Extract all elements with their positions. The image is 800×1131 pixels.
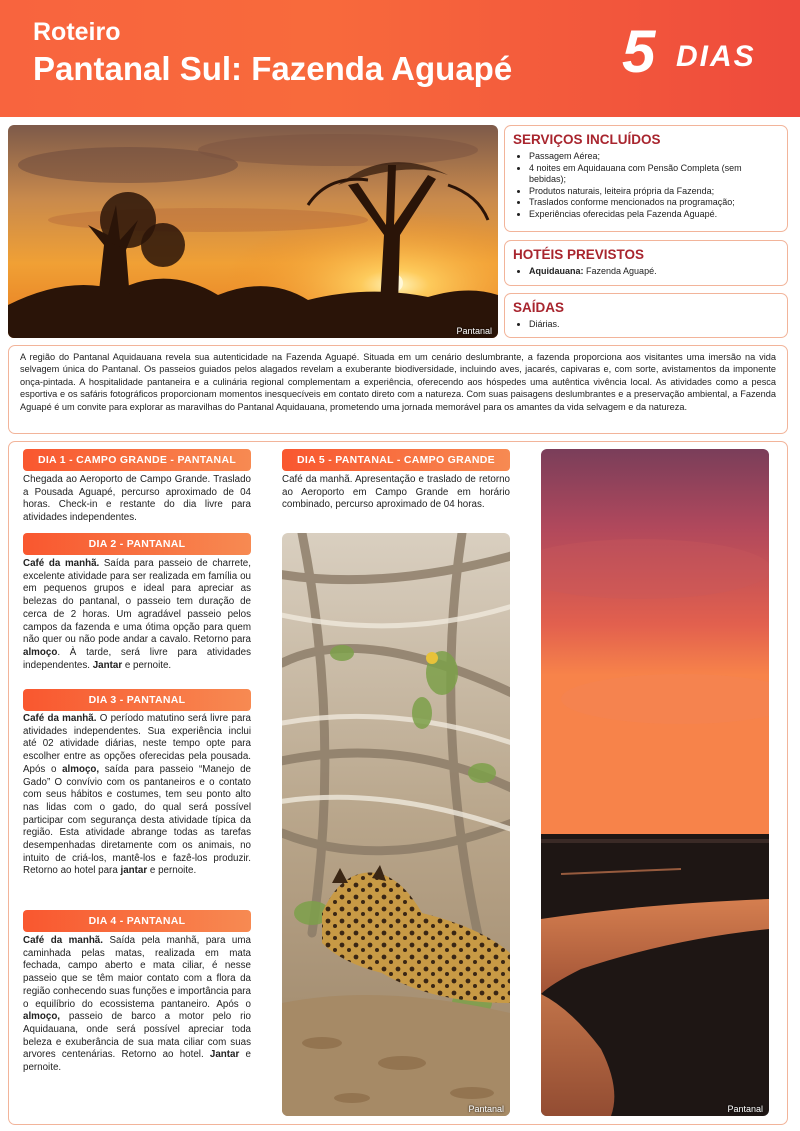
departures-title: SAÍDAS — [513, 300, 565, 315]
bold-text: Café da manhã. — [23, 713, 97, 724]
days-number: 5 — [622, 18, 656, 85]
body-text: saída para passeio “Manejo de Gado” O convívio com os pantaneiros e o contato com seus hábitos e costumes, tem seu ponto alto nas lidas com o gado, do qual será possível participar com segurança desta atividade típica da região. Esta atividade abrange todas as tarefas desempenhadas diretamente com os animais, no intuito de criá-los, mantê-los e fazê-los produzir. Retorno ao hotel para — [23, 763, 251, 877]
river-illustration — [541, 449, 769, 1116]
day-5-text: Café da manhã. Apresentação e traslado de retorno ao Aeroporto em Campo Grande em horário combinado, percurso aproximado de 04 horas. — [282, 474, 510, 511]
list-item: • Produtos naturais, leiteira própria da Fazenda; — [529, 186, 779, 198]
day-1-title: DIA 1 - CAMPO GRANDE - PANTANAL — [23, 449, 251, 471]
sunset-illustration — [8, 125, 498, 338]
list-item: • 4 noites em Aquidauana com Pensão Completa (sem bebidas); — [529, 163, 779, 186]
body-text: e pernoite. — [23, 1049, 251, 1074]
body-text: passeio de barco a motor pelo rio Aquidauana, onde será possível apreciar toda beleza e exuberância de sua mata ciliar com suas arvores centenárias. Retorno ao hotel. — [23, 1011, 251, 1061]
bold-text: Café da manhã. — [23, 935, 103, 946]
hotel-name: Fazenda Aguapé. — [583, 266, 657, 276]
departures-list — [513, 319, 779, 331]
bold-text: Jantar — [92, 659, 123, 671]
sunset-photo — [8, 125, 498, 338]
header-banner — [0, 0, 800, 117]
photo-caption: Pantanal — [456, 326, 492, 336]
hotels-title: HOTÉIS PREVISTOS — [513, 247, 645, 262]
body-text: e pernoite. — [122, 659, 172, 671]
departures-box — [504, 293, 788, 338]
bold-text: Café da manhã. — [23, 558, 100, 569]
list-item: • Experiências oferecidas pela Fazenda Aguapé. — [529, 209, 779, 221]
bold-text: jantar — [120, 865, 148, 877]
bold-text: Jantar — [209, 1049, 240, 1061]
body-text: Saída pela manhã, para uma caminhada pelas matas, realizada em mata fechada, campo aberto e mata ciliar, é nesse passeio que se têm maior contato com a flora da região conhecendo suas funções e importância para o equilíbrio do ecossistema pantaneiro. Após o — [23, 935, 251, 1010]
day-1-text: Chegada ao Aeroporto de Campo Grande. Traslado a Pousada Aguapé, percurso aproximado de 04 horas. Check-in e restante do dia livre para atividades independentes. — [23, 474, 251, 524]
list-item — [529, 266, 779, 278]
services-title: SERVIÇOS INCLUÍDOS — [513, 132, 661, 147]
header-subtitle: Roteiro — [33, 18, 121, 46]
list-item: • Traslados conforme mencionados na programação; — [529, 197, 779, 209]
day-2-text — [23, 558, 251, 672]
hotels-box — [504, 240, 788, 286]
day-4-text — [23, 935, 251, 1075]
jaguar-illustration — [282, 533, 510, 1116]
bold-text: almoço, — [62, 763, 100, 775]
list-item: • Diárias. — [529, 319, 779, 331]
services-list — [513, 151, 779, 220]
page-title: Pantanal Sul: Fazenda Aguapé — [33, 50, 513, 87]
day-2-title: DIA 2 - PANTANAL — [23, 533, 251, 555]
hotel-city: Aquidauana: — [529, 266, 584, 276]
photo-caption: Pantanal — [468, 1104, 504, 1114]
body-text: O período matutino será livre para atividades independentes. Sua experiência inclui até 02 atividade diárias, neste tempo opte para escolher entre as opções oferecidas pela pousada. Após o — [23, 713, 251, 775]
day-3-text — [23, 713, 251, 878]
services-box — [504, 125, 788, 232]
day-5-title: DIA 5 - PANTANAL - CAMPO GRANDE — [282, 449, 510, 471]
bold-text: almoço — [23, 646, 58, 658]
list-item: • Passagem Aérea; — [529, 151, 779, 163]
body-text: Saída para passeio de charrete, excelente atividade para ser realizada em família ou em pequenos grupos e ideal para apreciar as belezas do pantanal, o passeio tem duração de cerca de 2 horas. Um agradável passeio pelos campos da fazenda e uma ótima opção para quem não quer ou não pode andar a cavalo. Retorno para — [23, 558, 251, 646]
photo-caption: Pantanal — [727, 1104, 763, 1114]
body-text: e pernoite. — [147, 865, 197, 877]
day-4-title: DIA 4 - PANTANAL — [23, 910, 251, 932]
intro-text: A região do Pantanal Aquidauana revela sua autenticidade na Fazenda Aguapé. Situada em um cenário deslumbrante, a fazenda proporciona aos visitantes uma imersão na vida selvagem única do Pantanal. Os passeios guiados pelos alagados revelam a exuberante biodiversidade, incluindo aves, jacarés, capivaras e, com sorte, avistamentos da imponente onça-pintada. A hospitalidade pantaneira e a culinária regional complementam a experiência, oferecendo aos hóspedes uma autêntica vivência local. As atividades como a pesca esportiva e os safáris fotográficos proporcionam momentos inesquecíveis em contato direto com a natureza. Com suas paisagens deslumbrantes e a preservação ambiental, a Fazenda Aguapé é um convite para explorar as maravilhas do Pantanal Aquidauana, prometendo uma jornada memorável para os amantes da vida selvagem e da natureza. — [8, 345, 788, 434]
hotels-list — [513, 266, 779, 278]
day-3-title: DIA 3 - PANTANAL — [23, 689, 251, 711]
days-label: DIAS — [676, 40, 756, 73]
jaguar-photo — [282, 533, 510, 1116]
river-photo — [541, 449, 769, 1116]
body-text: . À tarde, será livre para atividades independentes. — [23, 646, 251, 671]
bold-text: almoço, — [23, 1011, 61, 1023]
